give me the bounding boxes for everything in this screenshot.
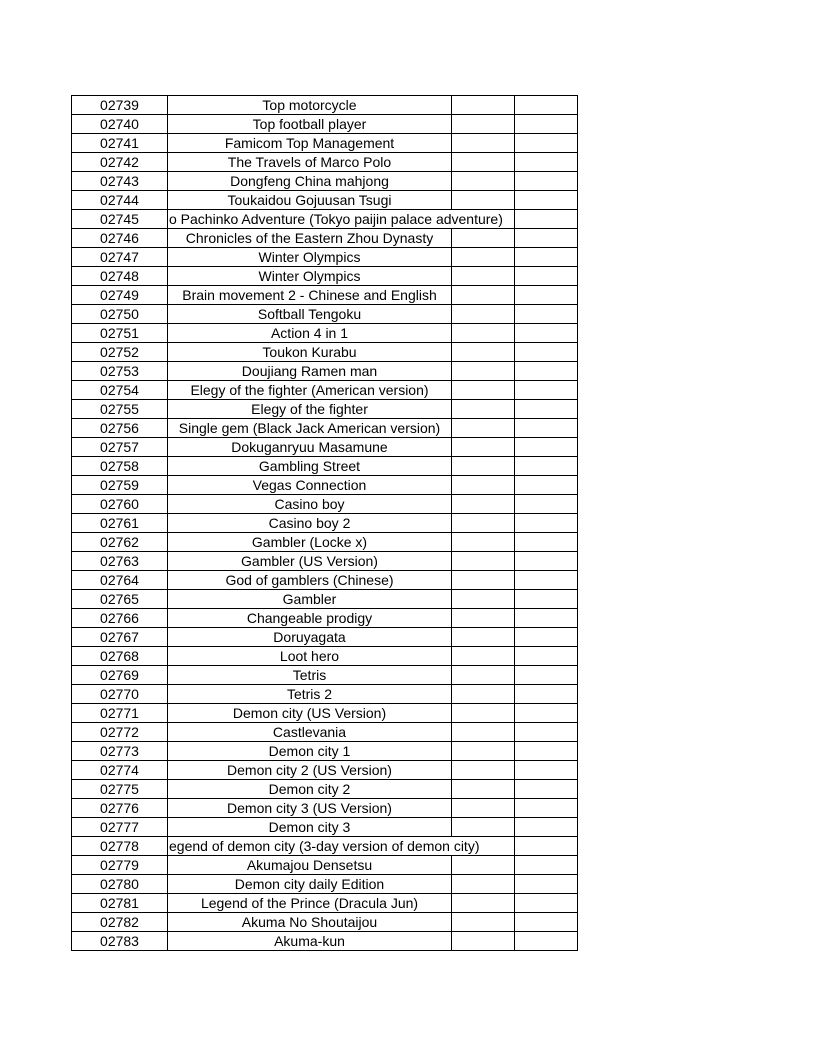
table-row bbox=[72, 799, 578, 818]
empty-cell bbox=[452, 324, 515, 343]
empty-cell bbox=[452, 799, 515, 818]
table-row bbox=[72, 191, 578, 210]
table-row bbox=[72, 932, 578, 951]
id-cell: 02778 bbox=[72, 837, 168, 856]
empty-cell bbox=[515, 495, 578, 514]
empty-cell bbox=[515, 400, 578, 419]
title-cell: Changeable prodigy bbox=[168, 609, 452, 628]
id-cell: 02756 bbox=[72, 419, 168, 438]
table-row bbox=[72, 343, 578, 362]
table-row bbox=[72, 875, 578, 894]
table-row bbox=[72, 172, 578, 191]
table-row bbox=[72, 894, 578, 913]
id-cell: 02755 bbox=[72, 400, 168, 419]
title-cell: Demon city 3 bbox=[168, 818, 452, 837]
empty-cell bbox=[515, 153, 578, 172]
empty-cell bbox=[452, 514, 515, 533]
empty-cell bbox=[452, 305, 515, 324]
table-row bbox=[72, 286, 578, 305]
id-cell: 02763 bbox=[72, 552, 168, 571]
title-cell: God of gamblers (Chinese) bbox=[168, 571, 452, 590]
empty-cell bbox=[515, 362, 578, 381]
title-cell: Elegy of the fighter (American version) bbox=[168, 381, 452, 400]
empty-cell bbox=[515, 457, 578, 476]
empty-cell bbox=[515, 837, 578, 856]
table-row bbox=[72, 913, 578, 932]
title-cell: Loot hero bbox=[168, 647, 452, 666]
empty-cell bbox=[452, 476, 515, 495]
table-row bbox=[72, 419, 578, 438]
table-row bbox=[72, 134, 578, 153]
id-cell: 02771 bbox=[72, 704, 168, 723]
title-cell: Vegas Connection bbox=[168, 476, 452, 495]
title-cell: Akumajou Densetsu bbox=[168, 856, 452, 875]
table-row bbox=[72, 96, 578, 115]
title-cell: Gambler (Locke x) bbox=[168, 533, 452, 552]
table-row bbox=[72, 438, 578, 457]
id-cell: 02752 bbox=[72, 343, 168, 362]
table-row bbox=[72, 818, 578, 837]
table-row bbox=[72, 609, 578, 628]
empty-cell bbox=[515, 172, 578, 191]
title-cell: Demon city 1 bbox=[168, 742, 452, 761]
empty-cell bbox=[515, 248, 578, 267]
table-row bbox=[72, 267, 578, 286]
table-row bbox=[72, 457, 578, 476]
empty-cell bbox=[452, 495, 515, 514]
empty-cell bbox=[515, 799, 578, 818]
title-cell: Akuma-kun bbox=[168, 932, 452, 951]
title-cell: Brain movement 2 - Chinese and English bbox=[168, 286, 452, 305]
table-row bbox=[72, 647, 578, 666]
table-row bbox=[72, 780, 578, 799]
id-cell: 02782 bbox=[72, 913, 168, 932]
title-cell: Top motorcycle bbox=[168, 96, 452, 115]
id-cell: 02740 bbox=[72, 115, 168, 134]
empty-cell bbox=[452, 229, 515, 248]
id-cell: 02751 bbox=[72, 324, 168, 343]
table-row bbox=[72, 362, 578, 381]
empty-cell bbox=[515, 628, 578, 647]
id-cell: 02739 bbox=[72, 96, 168, 115]
id-cell: 02769 bbox=[72, 666, 168, 685]
id-cell: 02744 bbox=[72, 191, 168, 210]
title-cell: The Travels of Marco Polo bbox=[168, 153, 452, 172]
id-cell: 02757 bbox=[72, 438, 168, 457]
empty-cell bbox=[515, 704, 578, 723]
empty-cell bbox=[452, 248, 515, 267]
id-cell: 02766 bbox=[72, 609, 168, 628]
table-row bbox=[72, 590, 578, 609]
empty-cell bbox=[515, 609, 578, 628]
table-row bbox=[72, 571, 578, 590]
empty-cell bbox=[452, 666, 515, 685]
title-cell: Single gem (Black Jack American version) bbox=[168, 419, 452, 438]
id-cell: 02781 bbox=[72, 894, 168, 913]
title-cell: Castlevania bbox=[168, 723, 452, 742]
empty-cell bbox=[515, 552, 578, 571]
empty-cell bbox=[452, 457, 515, 476]
empty-cell bbox=[452, 571, 515, 590]
id-cell: 02767 bbox=[72, 628, 168, 647]
empty-cell bbox=[452, 362, 515, 381]
empty-cell bbox=[452, 590, 515, 609]
id-cell: 02761 bbox=[72, 514, 168, 533]
empty-cell bbox=[515, 932, 578, 951]
empty-cell bbox=[452, 533, 515, 552]
empty-cell bbox=[452, 381, 515, 400]
empty-cell bbox=[452, 400, 515, 419]
id-cell: 02762 bbox=[72, 533, 168, 552]
empty-cell bbox=[515, 533, 578, 552]
title-cell: Demon city daily Edition bbox=[168, 875, 452, 894]
empty-cell bbox=[452, 115, 515, 134]
empty-cell bbox=[452, 761, 515, 780]
table-body bbox=[72, 96, 578, 951]
empty-cell bbox=[452, 742, 515, 761]
empty-cell bbox=[515, 894, 578, 913]
title-cell: Gambling Street bbox=[168, 457, 452, 476]
empty-cell bbox=[515, 590, 578, 609]
id-cell: 02770 bbox=[72, 685, 168, 704]
id-cell: 02773 bbox=[72, 742, 168, 761]
id-cell: 02776 bbox=[72, 799, 168, 818]
title-cell: Legend of the Prince (Dracula Jun) bbox=[168, 894, 452, 913]
table-row bbox=[72, 666, 578, 685]
table-row bbox=[72, 495, 578, 514]
table-row bbox=[72, 685, 578, 704]
id-cell: 02779 bbox=[72, 856, 168, 875]
empty-cell bbox=[515, 286, 578, 305]
id-cell: 02783 bbox=[72, 932, 168, 951]
empty-cell bbox=[515, 666, 578, 685]
title-cell: Casino boy 2 bbox=[168, 514, 452, 533]
empty-cell bbox=[515, 343, 578, 362]
title-cell: Winter Olympics bbox=[168, 267, 452, 286]
id-cell: 02750 bbox=[72, 305, 168, 324]
table-row bbox=[72, 552, 578, 571]
empty-cell bbox=[515, 229, 578, 248]
id-cell: 02759 bbox=[72, 476, 168, 495]
empty-cell bbox=[452, 419, 515, 438]
table-row bbox=[72, 723, 578, 742]
empty-cell bbox=[515, 647, 578, 666]
empty-cell bbox=[452, 628, 515, 647]
title-cell: Dongfeng China mahjong bbox=[168, 172, 452, 191]
title-cell: Toukaidou Gojuusan Tsugi bbox=[168, 191, 452, 210]
title-cell: Action 4 in 1 bbox=[168, 324, 452, 343]
empty-cell bbox=[452, 134, 515, 153]
empty-cell bbox=[452, 685, 515, 704]
empty-cell bbox=[452, 286, 515, 305]
empty-cell bbox=[515, 305, 578, 324]
empty-cell bbox=[515, 571, 578, 590]
id-cell: 02749 bbox=[72, 286, 168, 305]
empty-cell bbox=[515, 685, 578, 704]
id-cell: 02780 bbox=[72, 875, 168, 894]
id-cell: 02764 bbox=[72, 571, 168, 590]
table-row bbox=[72, 115, 578, 134]
title-cell: Demon city (US Version) bbox=[168, 704, 452, 723]
table-row bbox=[72, 305, 578, 324]
table-row bbox=[72, 229, 578, 248]
id-cell: 02745 bbox=[72, 210, 168, 229]
id-cell: 02748 bbox=[72, 267, 168, 286]
empty-cell bbox=[452, 172, 515, 191]
title-cell: Famicom Top Management bbox=[168, 134, 452, 153]
id-cell: 02754 bbox=[72, 381, 168, 400]
title-cell: o Pachinko Adventure (Tokyo paijin palace adventure) bbox=[168, 210, 515, 229]
empty-cell bbox=[452, 913, 515, 932]
empty-cell bbox=[452, 818, 515, 837]
table-row bbox=[72, 400, 578, 419]
id-cell: 02768 bbox=[72, 647, 168, 666]
title-cell: Doujiang Ramen man bbox=[168, 362, 452, 381]
table-row bbox=[72, 742, 578, 761]
id-cell: 02760 bbox=[72, 495, 168, 514]
table-row bbox=[72, 381, 578, 400]
empty-cell bbox=[515, 134, 578, 153]
empty-cell bbox=[515, 191, 578, 210]
table-row bbox=[72, 210, 578, 229]
title-cell: egend of demon city (3-day version of demon city) bbox=[168, 837, 515, 856]
id-cell: 02742 bbox=[72, 153, 168, 172]
empty-cell bbox=[515, 381, 578, 400]
empty-cell bbox=[452, 267, 515, 286]
empty-cell bbox=[452, 96, 515, 115]
title-cell: Demon city 3 (US Version) bbox=[168, 799, 452, 818]
empty-cell bbox=[515, 913, 578, 932]
title-cell: Chronicles of the Eastern Zhou Dynasty bbox=[168, 229, 452, 248]
id-cell: 02772 bbox=[72, 723, 168, 742]
title-cell: Casino boy bbox=[168, 495, 452, 514]
table-row bbox=[72, 476, 578, 495]
table-row bbox=[72, 324, 578, 343]
empty-cell bbox=[452, 875, 515, 894]
empty-cell bbox=[452, 153, 515, 172]
empty-cell bbox=[452, 552, 515, 571]
empty-cell bbox=[515, 324, 578, 343]
id-cell: 02758 bbox=[72, 457, 168, 476]
id-cell: 02753 bbox=[72, 362, 168, 381]
games-table bbox=[71, 95, 578, 951]
empty-cell bbox=[515, 96, 578, 115]
title-cell: Demon city 2 bbox=[168, 780, 452, 799]
title-cell: Gambler (US Version) bbox=[168, 552, 452, 571]
empty-cell bbox=[515, 856, 578, 875]
title-cell: Winter Olympics bbox=[168, 248, 452, 267]
empty-cell bbox=[452, 343, 515, 362]
empty-cell bbox=[452, 704, 515, 723]
empty-cell bbox=[452, 723, 515, 742]
empty-cell bbox=[515, 780, 578, 799]
title-cell: Doruyagata bbox=[168, 628, 452, 647]
table-row bbox=[72, 704, 578, 723]
title-cell: Top football player bbox=[168, 115, 452, 134]
empty-cell bbox=[515, 438, 578, 457]
empty-cell bbox=[452, 438, 515, 457]
title-cell: Gambler bbox=[168, 590, 452, 609]
title-cell: Demon city 2 (US Version) bbox=[168, 761, 452, 780]
table-row bbox=[72, 533, 578, 552]
empty-cell bbox=[452, 894, 515, 913]
empty-cell bbox=[515, 875, 578, 894]
title-cell: Dokuganryuu Masamune bbox=[168, 438, 452, 457]
empty-cell bbox=[515, 476, 578, 495]
empty-cell bbox=[515, 723, 578, 742]
id-cell: 02775 bbox=[72, 780, 168, 799]
title-cell: Akuma No Shoutaijou bbox=[168, 913, 452, 932]
empty-cell bbox=[515, 761, 578, 780]
empty-cell bbox=[515, 267, 578, 286]
table-row bbox=[72, 514, 578, 533]
id-cell: 02746 bbox=[72, 229, 168, 248]
empty-cell bbox=[515, 514, 578, 533]
empty-cell bbox=[452, 609, 515, 628]
title-cell: Tetris 2 bbox=[168, 685, 452, 704]
empty-cell bbox=[515, 818, 578, 837]
empty-cell bbox=[515, 210, 578, 229]
empty-cell bbox=[452, 780, 515, 799]
id-cell: 02743 bbox=[72, 172, 168, 191]
id-cell: 02777 bbox=[72, 818, 168, 837]
table-row bbox=[72, 153, 578, 172]
id-cell: 02774 bbox=[72, 761, 168, 780]
id-cell: 02747 bbox=[72, 248, 168, 267]
empty-cell bbox=[515, 742, 578, 761]
title-cell: Tetris bbox=[168, 666, 452, 685]
title-cell: Elegy of the fighter bbox=[168, 400, 452, 419]
empty-cell bbox=[515, 115, 578, 134]
table-row bbox=[72, 248, 578, 267]
table-row bbox=[72, 761, 578, 780]
empty-cell bbox=[452, 932, 515, 951]
empty-cell bbox=[515, 419, 578, 438]
table-row bbox=[72, 628, 578, 647]
empty-cell bbox=[452, 647, 515, 666]
title-cell: Toukon Kurabu bbox=[168, 343, 452, 362]
table-row bbox=[72, 856, 578, 875]
id-cell: 02765 bbox=[72, 590, 168, 609]
empty-cell bbox=[452, 856, 515, 875]
id-cell: 02741 bbox=[72, 134, 168, 153]
title-cell: Softball Tengoku bbox=[168, 305, 452, 324]
empty-cell bbox=[452, 191, 515, 210]
table-row bbox=[72, 837, 578, 856]
